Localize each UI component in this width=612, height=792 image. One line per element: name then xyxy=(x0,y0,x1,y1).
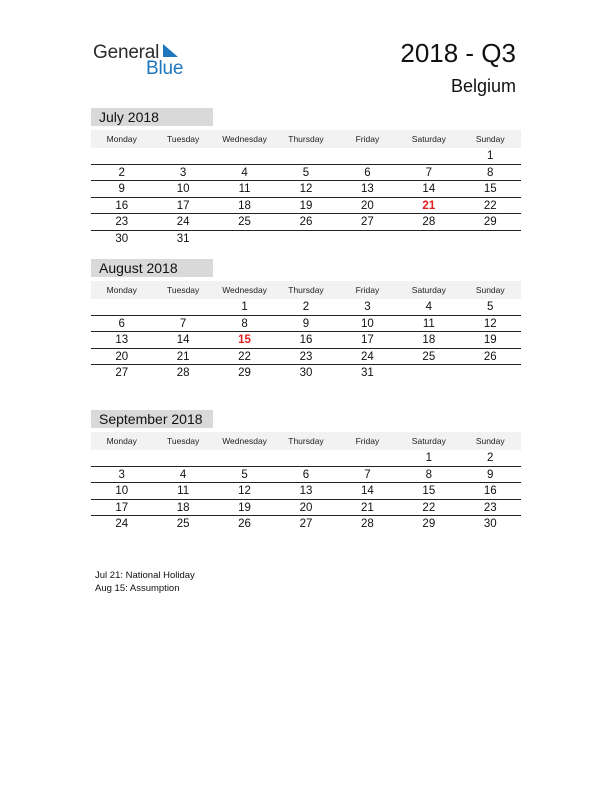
day-cell: 9 xyxy=(487,468,494,481)
holiday-day-cell: 21 xyxy=(422,199,436,212)
day-cell: 26 xyxy=(299,216,313,229)
weekday-label: Monday xyxy=(106,436,137,446)
day-cell: 19 xyxy=(299,199,313,212)
logo-triangle-icon xyxy=(163,44,179,58)
day-cell: 6 xyxy=(302,468,310,481)
weekday-label: Friday xyxy=(355,285,380,295)
day-cell: 14 xyxy=(176,334,190,347)
logo-text-blue: Blue xyxy=(146,58,184,79)
day-cell: 9 xyxy=(118,183,125,196)
day-cell: 22 xyxy=(238,350,251,363)
day-cell: 5 xyxy=(487,301,494,313)
day-cell xyxy=(337,148,398,164)
day-cell: 13 xyxy=(299,485,313,498)
day-cell: 26 xyxy=(483,350,497,363)
day-cell: 18 xyxy=(176,501,190,514)
day-cell: 2 xyxy=(487,452,494,464)
day-cell: 19 xyxy=(483,334,497,347)
weekday-label: Tuesday xyxy=(166,285,200,295)
day-cell: 25 xyxy=(238,216,251,229)
weekday-header xyxy=(91,130,521,148)
day-cell: 18 xyxy=(422,334,436,347)
week-row xyxy=(91,467,521,484)
day-cell: 31 xyxy=(176,232,190,245)
weekday-label: Wednesday xyxy=(222,285,267,295)
weekday-label: Saturday xyxy=(411,436,446,446)
day-cell: 17 xyxy=(361,334,374,347)
week-row xyxy=(91,299,521,316)
week-row xyxy=(91,214,521,231)
day-cell: 5 xyxy=(302,166,310,179)
holiday-day-cell: 15 xyxy=(238,334,251,347)
day-cell: 16 xyxy=(115,199,129,212)
day-cell xyxy=(214,231,275,248)
day-cell: 27 xyxy=(361,216,374,229)
day-cell: 4 xyxy=(179,468,187,481)
weekday-label: Sunday xyxy=(475,134,505,144)
day-cell: 28 xyxy=(422,216,436,229)
holiday-note: Jul 21: National Holiday xyxy=(95,570,195,581)
weekday-label: Thursday xyxy=(288,134,324,144)
logo-text-general: General xyxy=(93,42,160,63)
weekday-label: Thursday xyxy=(288,285,324,295)
weekday-label: Tuesday xyxy=(166,134,200,144)
day-cell: 6 xyxy=(118,317,125,330)
day-cell: 14 xyxy=(361,485,374,498)
week-row xyxy=(91,332,521,349)
day-cell xyxy=(337,231,398,248)
day-cell: 23 xyxy=(299,350,313,363)
day-cell: 24 xyxy=(176,216,190,229)
day-cell: 7 xyxy=(425,166,433,179)
day-cell: 15 xyxy=(483,183,497,196)
day-cell: 4 xyxy=(241,166,248,179)
weekday-label: Monday xyxy=(106,134,137,144)
week-row xyxy=(91,165,521,182)
day-cell: 9 xyxy=(302,317,310,330)
day-cell: 3 xyxy=(364,301,371,313)
weekday-label: Saturday xyxy=(411,134,446,144)
week-row xyxy=(91,181,521,198)
day-cell: 23 xyxy=(115,216,129,229)
day-cell: 16 xyxy=(299,334,313,347)
day-cell: 28 xyxy=(361,518,374,531)
day-cell xyxy=(91,450,152,466)
day-cell: 29 xyxy=(238,367,251,380)
holiday-note: Aug 15: Assumption xyxy=(95,583,180,594)
week-row xyxy=(91,148,521,165)
day-cell xyxy=(398,365,459,382)
weekday-label: Thursday xyxy=(288,436,324,446)
day-cell: 12 xyxy=(299,183,313,196)
day-cell: 20 xyxy=(115,350,129,363)
day-cell: 12 xyxy=(238,485,251,498)
day-cell: 22 xyxy=(422,501,436,514)
day-cell: 6 xyxy=(364,166,371,179)
day-cell xyxy=(460,365,521,382)
day-cell xyxy=(460,231,521,248)
day-cell xyxy=(398,231,459,248)
day-cell: 19 xyxy=(238,501,251,514)
day-cell: 21 xyxy=(176,350,190,363)
week-row xyxy=(91,500,521,517)
weekday-label: Wednesday xyxy=(222,134,267,144)
day-cell xyxy=(337,450,398,466)
day-cell: 30 xyxy=(299,367,313,380)
page-title: 2018 - Q3 xyxy=(400,38,516,68)
week-row xyxy=(91,450,521,467)
day-cell: 25 xyxy=(176,518,190,531)
day-cell: 7 xyxy=(364,468,371,481)
day-cell: 11 xyxy=(422,317,435,330)
day-cell: 27 xyxy=(115,367,129,380)
week-row xyxy=(91,516,521,533)
weekday-label: Friday xyxy=(355,436,380,446)
month-september xyxy=(91,410,521,533)
day-cell xyxy=(214,148,275,164)
week-row xyxy=(91,198,521,215)
day-cell: 22 xyxy=(483,199,497,212)
day-cell: 20 xyxy=(361,199,374,212)
day-cell: 12 xyxy=(483,317,497,330)
week-row xyxy=(91,349,521,366)
day-cell xyxy=(91,148,152,164)
day-cell: 30 xyxy=(483,518,497,531)
day-cell: 24 xyxy=(115,518,129,531)
day-cell: 26 xyxy=(238,518,251,531)
day-cell xyxy=(275,148,336,164)
holiday-notes xyxy=(95,569,195,595)
day-cell: 29 xyxy=(483,216,497,229)
day-cell: 13 xyxy=(115,334,129,347)
weekday-header xyxy=(91,281,521,299)
day-cell xyxy=(152,148,213,164)
day-cell: 28 xyxy=(176,367,190,380)
day-cell: 10 xyxy=(361,317,374,330)
day-cell xyxy=(214,450,275,466)
day-cell: 15 xyxy=(422,485,436,498)
day-cell: 17 xyxy=(115,501,129,514)
day-cell: 8 xyxy=(425,468,433,481)
day-cell: 10 xyxy=(176,183,190,196)
day-cell: 2 xyxy=(118,166,125,179)
day-cell: 11 xyxy=(238,183,251,196)
day-cell: 2 xyxy=(302,301,310,313)
weekday-label: Friday xyxy=(355,134,380,144)
day-cell xyxy=(398,148,459,164)
month-august xyxy=(91,259,521,382)
week-row xyxy=(91,483,521,500)
day-cell: 3 xyxy=(179,166,187,179)
day-cell xyxy=(91,299,152,315)
day-cell: 30 xyxy=(115,232,129,245)
week-row xyxy=(91,365,521,382)
day-cell: 20 xyxy=(299,501,313,514)
day-cell: 3 xyxy=(118,468,125,481)
day-cell: 1 xyxy=(425,452,433,464)
weekday-label: Tuesday xyxy=(166,436,200,446)
weekday-label: Saturday xyxy=(411,285,446,295)
day-cell: 18 xyxy=(238,199,251,212)
day-cell: 1 xyxy=(487,150,494,162)
weekday-label: Monday xyxy=(106,285,137,295)
day-cell xyxy=(275,450,336,466)
week-row xyxy=(91,231,521,248)
day-cell: 13 xyxy=(361,183,374,196)
month-title: August 2018 xyxy=(91,259,213,277)
day-cell: 23 xyxy=(483,501,497,514)
week-row xyxy=(91,316,521,333)
day-cell: 29 xyxy=(422,518,436,531)
day-cell: 27 xyxy=(299,518,313,531)
day-cell: 17 xyxy=(176,199,190,212)
day-cell: 7 xyxy=(179,317,187,330)
country-name: Belgium xyxy=(450,76,516,96)
day-cell: 5 xyxy=(241,468,248,481)
day-cell: 16 xyxy=(483,485,497,498)
day-cell: 10 xyxy=(115,485,129,498)
month-title: September 2018 xyxy=(91,410,213,428)
weekday-label: Sunday xyxy=(475,285,505,295)
day-cell: 31 xyxy=(361,367,374,380)
weekday-label: Sunday xyxy=(475,436,505,446)
day-cell: 4 xyxy=(425,301,433,313)
day-cell xyxy=(152,299,213,315)
day-cell: 1 xyxy=(241,301,248,313)
month-title: July 2018 xyxy=(91,108,213,126)
day-cell xyxy=(152,450,213,466)
day-cell xyxy=(275,231,336,248)
day-cell: 24 xyxy=(361,350,374,363)
weekday-header xyxy=(91,432,521,450)
day-cell: 21 xyxy=(361,501,374,514)
generalblue-logo xyxy=(93,42,193,82)
day-cell: 25 xyxy=(422,350,436,363)
day-cell: 14 xyxy=(422,183,436,196)
day-cell: 11 xyxy=(177,485,190,498)
month-july xyxy=(91,108,521,248)
weekday-label: Wednesday xyxy=(222,436,267,446)
day-cell: 8 xyxy=(241,317,248,330)
day-cell: 8 xyxy=(487,166,494,179)
